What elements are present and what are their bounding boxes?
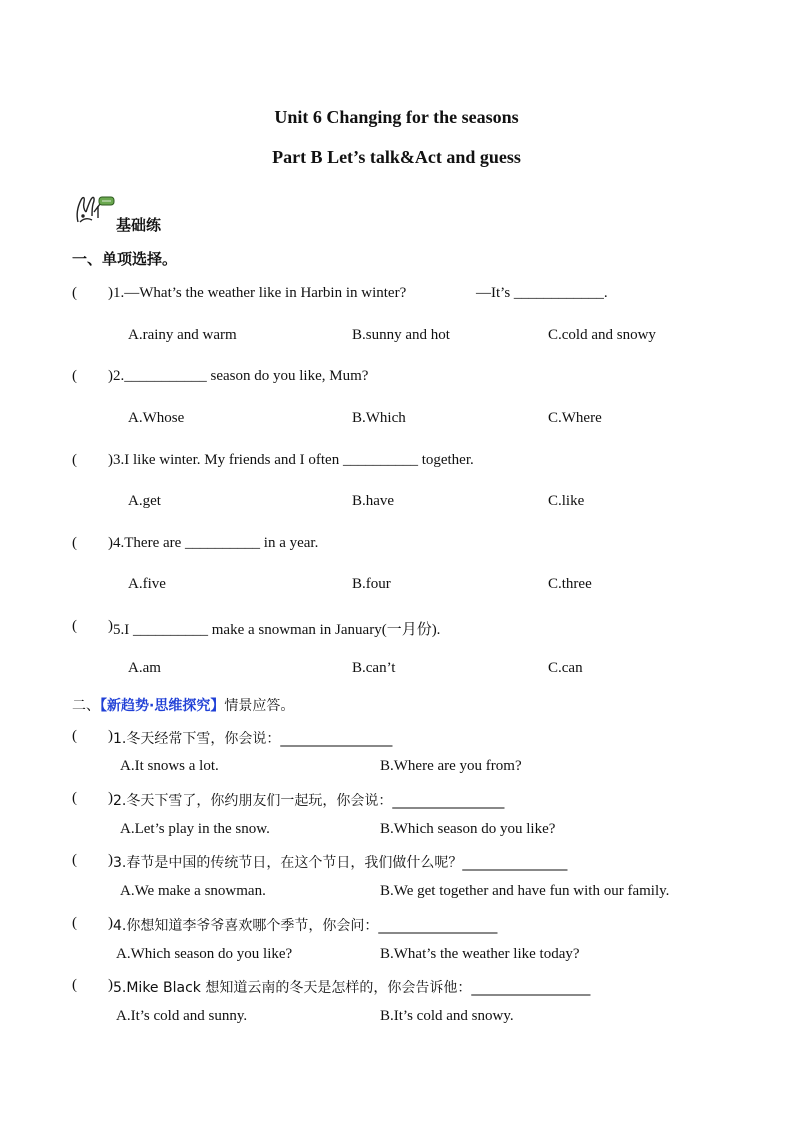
option-a: A.We make a snowman. — [120, 883, 266, 899]
section2-suffix: 情景应答。 — [224, 698, 295, 714]
question-text: 5.I __________ make a snowman in January(一月份). — [113, 622, 441, 638]
question-text: 4.There are __________ in a year. — [113, 535, 319, 551]
answer-paren-open: ( — [72, 368, 77, 384]
question-text: 1.—What’s the weather like in Harbin in winter? — [113, 285, 407, 301]
answer-paren-open: ( — [72, 977, 77, 993]
section2-prefix: 二、 — [72, 698, 100, 714]
option-c: C.cold and snowy — [548, 327, 656, 343]
answer-paren-close: ) — [108, 618, 113, 634]
page-subtitle: Part B Let’s talk&Act and guess — [272, 147, 521, 167]
option-c: C.Where — [548, 410, 602, 426]
option-c: C.like — [548, 493, 585, 509]
option-b: B.Which — [352, 410, 406, 426]
option-a: A.five — [128, 576, 166, 592]
answer-paren-close: ) — [108, 915, 113, 931]
option-a: A.am — [128, 660, 161, 676]
answer-paren-close: ) — [108, 852, 113, 868]
answer-paren-close: ) — [108, 452, 113, 468]
question-text: 3.I like winter. My friends and I often __________ together. — [113, 452, 474, 468]
badge-label: 基础练 — [116, 216, 162, 234]
option-c: C.can — [548, 660, 583, 676]
section1-heading: 一、单项选择。 — [72, 250, 178, 268]
answer-paren-open: ( — [72, 285, 77, 301]
answer-paren-open: ( — [72, 535, 77, 551]
rabbit-sign-icon — [72, 192, 116, 226]
answer-paren-close: ) — [108, 728, 113, 744]
answer-paren-close: ) — [108, 368, 113, 384]
option-c: C.three — [548, 576, 592, 592]
question-text: 1.冬天经常下雪，你会说：________________ — [113, 731, 393, 747]
answer-paren-open: ( — [72, 790, 77, 806]
section2-heading — [72, 695, 294, 715]
answer-paren-open: ( — [72, 728, 77, 744]
section2-highlight: 【新趋势·思维探究】 — [100, 698, 225, 714]
option-b: B.What’s the weather like today? — [380, 946, 580, 962]
page-title: Unit 6 Changing for the seasons — [274, 107, 519, 127]
option-a: A.Which season do you like? — [116, 946, 293, 962]
option-b: B.sunny and hot — [352, 327, 450, 343]
question-text: 2.冬天下雪了，你约朋友们一起玩，你会说：________________ — [113, 793, 505, 809]
question-text: 4.你想知道李爷爷喜欢哪个季节，你会问：_________________ — [113, 918, 498, 934]
answer-paren-open: ( — [72, 618, 77, 634]
option-b: B.can’t — [352, 660, 396, 676]
answer-paren-close: ) — [108, 977, 113, 993]
answer-paren-close: ) — [108, 535, 113, 551]
option-b: B.It’s cold and snowy. — [380, 1008, 514, 1024]
option-b: B.Where are you from? — [380, 758, 522, 774]
option-a: A.get — [128, 493, 161, 509]
answer-paren-close: ) — [108, 790, 113, 806]
answer-paren-open: ( — [72, 452, 77, 468]
option-b: B.four — [352, 576, 391, 592]
question-text: 5.Mike Black 想知道云南的冬天是怎样的，你会告诉他：_________________ — [113, 980, 591, 996]
answer-paren-open: ( — [72, 852, 77, 868]
question-answer-blank: —It’s ____________. — [476, 285, 608, 301]
option-a: A.rainy and warm — [128, 327, 237, 343]
answer-paren-open: ( — [72, 915, 77, 931]
option-a: A.It’s cold and sunny. — [116, 1008, 248, 1024]
option-b: B.Which season do you like? — [380, 821, 556, 837]
option-b: B.We get together and have fun with our family. — [380, 883, 670, 899]
question-text: 2.___________ season do you like, Mum? — [113, 368, 369, 384]
option-a: A.It snows a lot. — [120, 758, 219, 774]
answer-paren-close: ) — [108, 285, 113, 301]
option-b: B.have — [352, 493, 395, 509]
question-text: 3.春节是中国的传统节日，在这个节日，我们做什么呢？_______________ — [113, 855, 568, 871]
option-a: A.Let’s play in the snow. — [120, 821, 270, 837]
option-a: A.Whose — [128, 410, 185, 426]
